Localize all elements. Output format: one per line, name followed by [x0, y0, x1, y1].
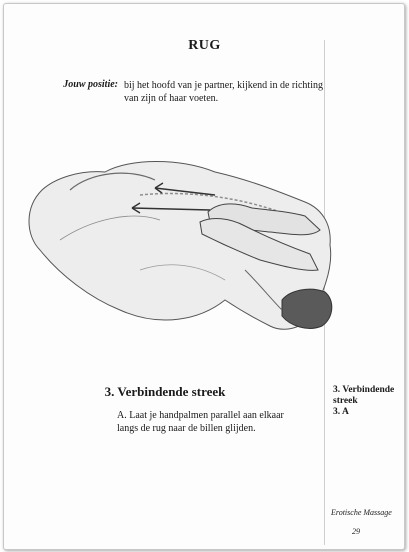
side-note-line2: 3. A [333, 407, 349, 417]
position-label: Jouw positie: [63, 79, 118, 90]
position-text: bij het hoofd van je partner, kijkend in de richting van zijn of haar voeten. [124, 80, 323, 104]
section-heading: 3. Verbindende streek [104, 384, 226, 399]
running-footer: Erotische Massage [331, 508, 392, 517]
page-number: 29 [352, 527, 360, 536]
side-note-line1: 3. Verbindende streek [333, 385, 395, 406]
page-title: RUG [188, 38, 221, 53]
back-massage-illustration [20, 150, 340, 350]
section-instruction: A. Laat je handpalmen parallel aan elkaar langs de rug naar de billen glijden. [117, 410, 284, 434]
side-note [333, 385, 403, 418]
